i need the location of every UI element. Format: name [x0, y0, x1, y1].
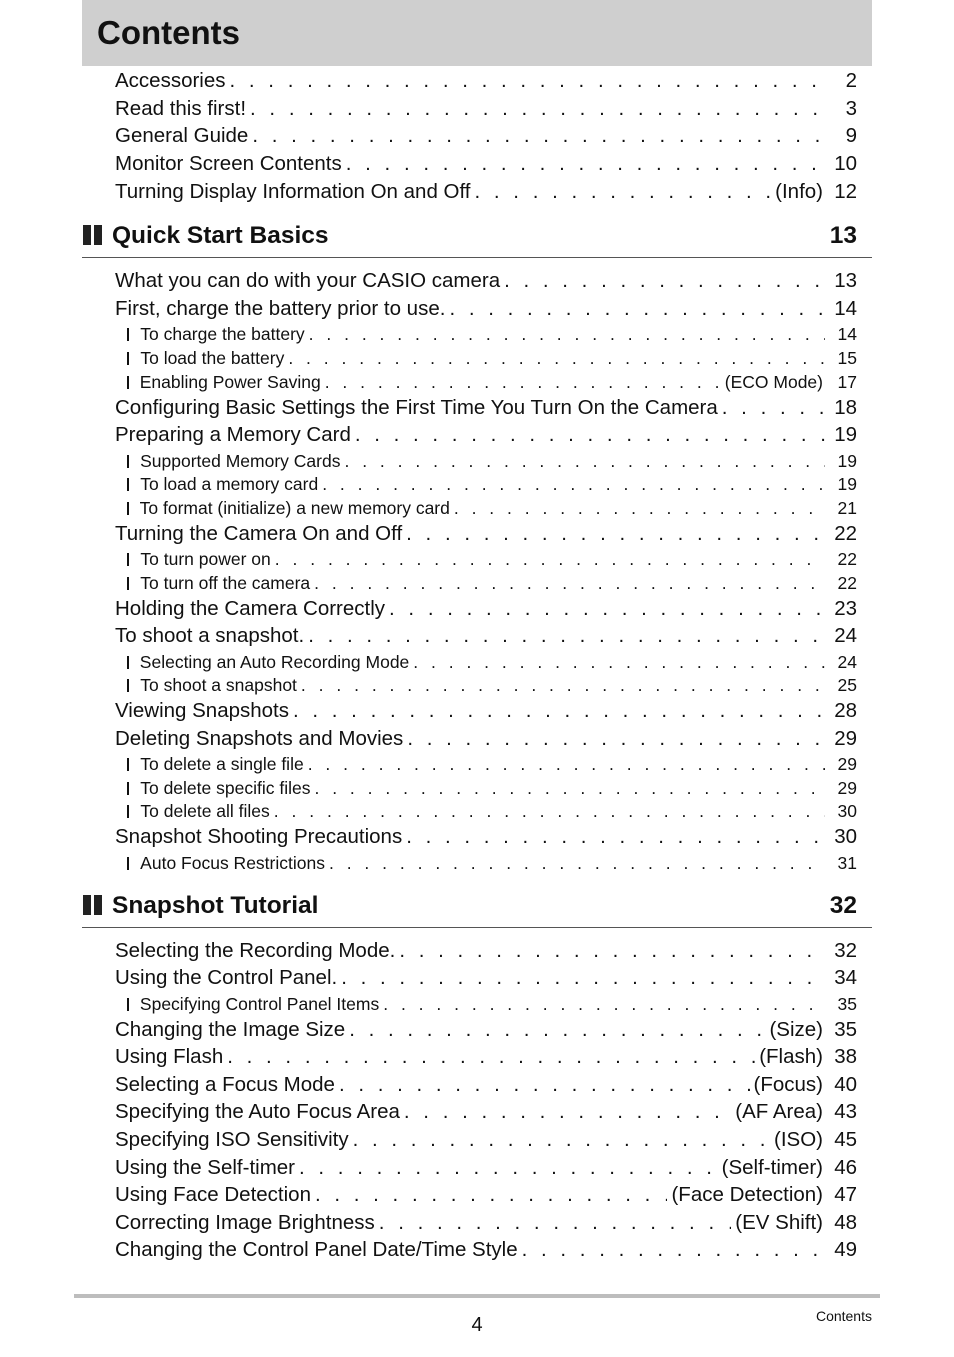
entry-label: To delete a single file [140, 754, 304, 774]
toc-subentry[interactable] [127, 674, 857, 696]
entry-page: 22 [834, 522, 857, 545]
square-bullet-icon [127, 656, 129, 669]
entry-label: To delete all files [140, 801, 270, 821]
section-title: Quick Start Basics [112, 222, 329, 249]
entry-page: 48 [834, 1211, 857, 1234]
entry-page: 38 [834, 1045, 857, 1068]
toc-subentry[interactable] [127, 572, 857, 594]
entry-label: Using the Control Panel. [115, 966, 338, 989]
entry-tag: (Size) [769, 1018, 823, 1041]
entry-page: 32 [834, 939, 857, 962]
toc-subentry[interactable] [127, 323, 857, 345]
entry-label: Specifying ISO Sensitivity [115, 1128, 349, 1151]
entry-page: 24 [837, 652, 857, 672]
entry-page: 25 [837, 675, 857, 695]
entry-label: Deleting Snapshots and Movies [115, 727, 404, 750]
footer-rule [74, 1294, 880, 1298]
entry-page: 10 [834, 152, 857, 175]
toc-entry[interactable] [115, 124, 857, 148]
leader-dots [522, 1238, 825, 1262]
toc-entry[interactable] [115, 97, 857, 121]
leader-dots [383, 993, 825, 1015]
entry-page: 21 [837, 498, 857, 518]
entry-page: 29 [837, 754, 857, 774]
entry-page: 14 [837, 324, 857, 344]
toc-subentry[interactable] [127, 450, 857, 472]
square-bullet-icon [127, 376, 129, 389]
entry-label: Auto Focus Restrictions [140, 853, 325, 873]
entry-page: 30 [834, 825, 857, 848]
entry-label: To load a memory card [140, 474, 319, 494]
square-bullet-icon [127, 758, 129, 771]
entry-page: 12 [834, 180, 857, 203]
section-heading[interactable] [82, 221, 872, 258]
leader-dots [341, 966, 825, 990]
leader-dots [315, 1183, 667, 1207]
leader-dots [407, 727, 825, 751]
entry-label: Using the Self-timer [115, 1156, 296, 1179]
entry-label: Viewing Snapshots [115, 699, 289, 722]
section-page: 32 [829, 892, 857, 919]
toc-subentry[interactable] [127, 473, 857, 495]
toc-entry[interactable] [115, 1183, 857, 1207]
leader-dots [454, 497, 825, 519]
section-marker-icon [83, 895, 103, 915]
entry-label: Read this first! [115, 97, 247, 120]
leader-dots [293, 699, 825, 723]
entry-tag: (Self-timer) [721, 1156, 823, 1179]
entry-page: 22 [837, 549, 857, 569]
entry-page: 17 [837, 372, 857, 392]
leader-dots [504, 269, 825, 293]
leader-dots [406, 522, 825, 546]
toc-entry[interactable] [115, 69, 857, 93]
square-bullet-icon [127, 328, 129, 341]
square-bullet-icon [127, 577, 129, 590]
entry-page: 31 [837, 853, 857, 873]
section-page: 13 [829, 222, 857, 249]
square-bullet-icon [127, 998, 129, 1011]
entry-page: 43 [834, 1100, 857, 1123]
leader-dots [349, 1018, 765, 1042]
square-bullet-icon [127, 352, 129, 365]
entry-page: 3 [845, 97, 857, 120]
toc-subentry[interactable] [127, 852, 857, 874]
toc-subentry[interactable] [127, 347, 857, 369]
entry-page: 34 [834, 966, 857, 989]
entry-tag: (EV Shift) [735, 1211, 823, 1234]
entry-tag: (ISO) [774, 1128, 823, 1151]
section-title: Snapshot Tutorial [112, 892, 319, 919]
toc-subentry[interactable] [127, 993, 857, 1015]
leader-dots [344, 450, 825, 472]
toc-subentry[interactable] [127, 548, 857, 570]
toc-entry[interactable] [115, 1211, 857, 1235]
toc-entry[interactable] [115, 297, 857, 321]
leader-dots [274, 800, 825, 822]
toc-subentry[interactable] [127, 800, 857, 822]
leader-dots [379, 1211, 731, 1235]
entry-label: Selecting the Recording Mode. [115, 939, 396, 962]
toc-entry[interactable] [115, 597, 857, 621]
title-bar [82, 0, 872, 66]
entry-page: 18 [834, 396, 857, 419]
entry-page: 30 [837, 801, 857, 821]
leader-dots [389, 597, 825, 621]
toc-entry[interactable] [115, 423, 857, 447]
toc-entry[interactable] [115, 269, 857, 293]
entry-page: 22 [837, 573, 857, 593]
entry-label: Snapshot Shooting Precautions [115, 825, 403, 848]
toc-entry[interactable] [115, 939, 857, 963]
entry-label: To shoot a snapshot [140, 675, 297, 695]
toc-entry[interactable] [115, 624, 857, 648]
toc-entry[interactable] [115, 396, 857, 420]
leader-dots [275, 548, 825, 570]
entry-page: 19 [834, 423, 857, 446]
leader-dots [301, 674, 825, 696]
entry-tag: (Flash) [759, 1045, 823, 1068]
entry-label: To turn off the camera [140, 573, 311, 593]
leader-dots [322, 473, 825, 495]
square-bullet-icon [127, 782, 129, 795]
entry-page: 19 [837, 451, 857, 471]
entry-page: 49 [834, 1238, 857, 1261]
entry-label: General Guide [115, 124, 249, 147]
entry-label: Specifying Control Panel Items [139, 994, 380, 1014]
toc-subentry[interactable] [127, 753, 857, 775]
leader-dots [475, 180, 772, 204]
entry-page: 15 [837, 348, 857, 368]
toc-subentry[interactable] [127, 497, 857, 519]
leader-dots [413, 651, 825, 673]
toc-entry[interactable] [115, 522, 857, 546]
leader-dots [308, 624, 825, 648]
entry-page: 29 [837, 778, 857, 798]
toc-entry[interactable] [115, 180, 857, 204]
entry-tag: (AF Area) [735, 1100, 823, 1123]
toc-entry[interactable] [115, 825, 857, 849]
entry-page: 24 [834, 624, 857, 647]
leader-dots [308, 753, 825, 775]
toc-entry[interactable] [115, 1073, 857, 1097]
square-bullet-icon [127, 553, 129, 566]
entry-page: 14 [834, 297, 857, 320]
entry-page: 2 [845, 69, 857, 92]
page-number: 4 [471, 1314, 483, 1336]
toc-entry[interactable] [115, 1128, 857, 1152]
toc-entry[interactable] [115, 1100, 857, 1124]
entry-tag: (Info) [775, 180, 823, 203]
entry-tag: (Focus) [753, 1073, 823, 1096]
leader-dots [227, 1045, 755, 1069]
toc-entry[interactable] [115, 1018, 857, 1042]
entry-page: 47 [834, 1183, 857, 1206]
entry-label: Holding the Camera Correctly [115, 597, 386, 620]
leader-dots [230, 69, 825, 93]
entry-page: 13 [834, 269, 857, 292]
page-title: Contents [97, 14, 240, 51]
square-bullet-icon [127, 679, 129, 692]
leader-dots [329, 852, 825, 874]
leader-dots [252, 124, 825, 148]
entry-tag: (Face Detection) [671, 1183, 823, 1206]
entry-page: 40 [834, 1073, 857, 1096]
entry-page: 9 [845, 124, 857, 147]
toc-entry[interactable] [115, 152, 857, 176]
square-bullet-icon [127, 478, 129, 491]
entry-label: Monitor Screen Contents [115, 152, 342, 175]
entry-label: To format (initialize) a new memory card [139, 498, 450, 518]
leader-dots [406, 825, 825, 849]
entry-label: Changing the Image Size [115, 1018, 346, 1041]
leader-dots [399, 939, 825, 963]
toc-subentry[interactable] [127, 777, 857, 799]
entry-label: To charge the battery [140, 324, 305, 344]
toc-entry[interactable] [115, 699, 857, 723]
toc-entry[interactable] [115, 966, 857, 990]
entry-label: Enabling Power Saving [139, 372, 321, 392]
entry-label: Selecting a Focus Mode [115, 1073, 335, 1096]
leader-dots [325, 371, 721, 393]
section-heading[interactable] [82, 891, 872, 928]
leader-dots [309, 323, 825, 345]
entry-page: 46 [834, 1156, 857, 1179]
toc-subentry[interactable] [127, 651, 857, 673]
entry-label: To load the battery [140, 348, 285, 368]
leader-dots [288, 347, 825, 369]
entry-label: To turn power on [140, 549, 271, 569]
entry-label: Using Face Detection [115, 1183, 311, 1206]
entry-label: Correcting Image Brightness [115, 1211, 375, 1234]
entry-label: Selecting an Auto Recording Mode [139, 652, 410, 672]
entry-page: 23 [834, 597, 857, 620]
entry-label: Configuring Basic Settings the First Time You Turn On the Camera [115, 396, 718, 419]
toc-entry[interactable] [115, 1045, 857, 1069]
entry-label: Using Flash [115, 1045, 224, 1068]
entry-label: Turning Display Information On and Off [115, 180, 471, 203]
leader-dots [346, 152, 825, 176]
leader-dots [299, 1156, 718, 1180]
entry-tag: (ECO Mode) [724, 372, 823, 392]
section-marker-icon [83, 225, 103, 245]
entry-page: 19 [837, 474, 857, 494]
toc-entry[interactable] [115, 1156, 857, 1180]
leader-dots [449, 297, 825, 321]
entry-page: 35 [837, 994, 857, 1014]
leader-dots [314, 572, 825, 594]
leader-dots [353, 1128, 770, 1152]
toc-subentry[interactable] [127, 371, 857, 393]
entry-label: Turning the Camera On and Off [115, 522, 403, 545]
entry-label: What you can do with your CASIO camera [115, 269, 501, 292]
leader-dots [314, 777, 825, 799]
toc-entry[interactable] [115, 1238, 857, 1262]
entry-label: To shoot a snapshot. [115, 624, 305, 647]
entry-label: To delete specific files [140, 778, 311, 798]
entry-page: 35 [834, 1018, 857, 1041]
leader-dots [722, 396, 825, 420]
entry-label: Preparing a Memory Card [115, 423, 351, 446]
toc-entry[interactable] [115, 727, 857, 751]
footer-label: Contents [815, 1308, 872, 1324]
leader-dots [404, 1100, 731, 1124]
entry-label: Accessories [115, 69, 226, 92]
leader-dots [339, 1073, 750, 1097]
leader-dots [355, 423, 825, 447]
entry-page: 28 [834, 699, 857, 722]
square-bullet-icon [127, 857, 129, 870]
entry-label: Specifying the Auto Focus Area [115, 1100, 400, 1123]
entry-label: Supported Memory Cards [140, 451, 341, 471]
entry-page: 45 [834, 1128, 857, 1151]
entry-page: 29 [834, 727, 857, 750]
leader-dots [250, 97, 825, 121]
entry-label: Changing the Control Panel Date/Time Style [115, 1238, 518, 1261]
entry-label: First, charge the battery prior to use. [115, 297, 446, 320]
square-bullet-icon [127, 805, 129, 818]
square-bullet-icon [127, 502, 129, 515]
square-bullet-icon [127, 455, 129, 468]
